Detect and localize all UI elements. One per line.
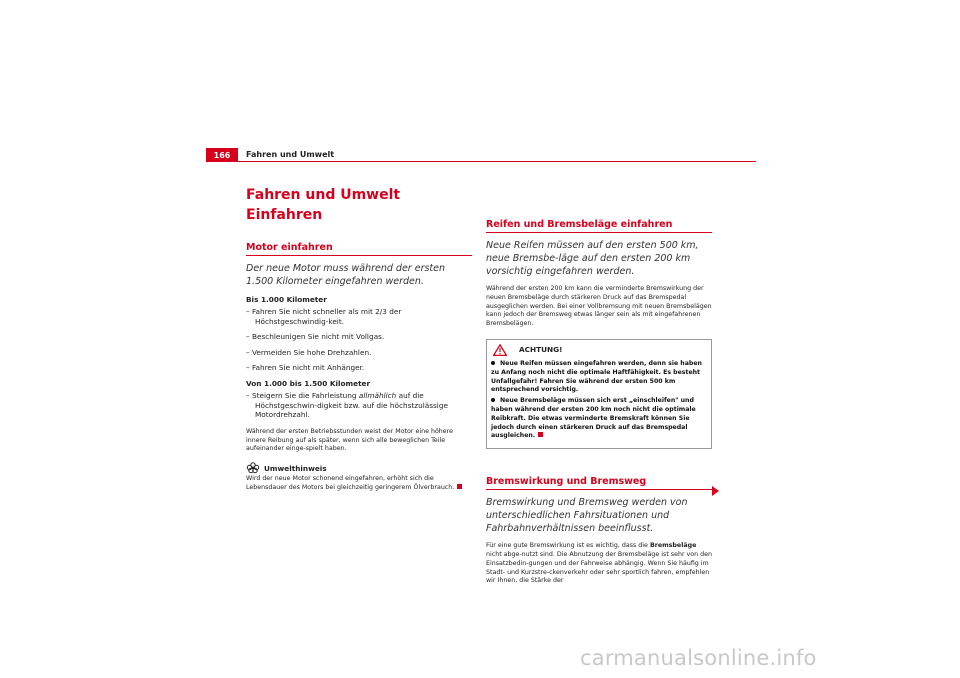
warning-box [486,339,712,449]
subheading-bremswirkung: Bremswirkung und Bremsweg [486,476,712,490]
warning-item-text: Neue Reifen müssen eingefahren werden, denn sie haben zu Anfang noch nicht die optimale Haftfähigkeit. Es besteht Unfallgefahr! Fahren Sie während der ersten 500 km entsprechend vorsichtig. [491,359,702,394]
section-title: Einfahren [246,207,323,223]
warning-header [491,344,707,356]
lead-text: Der neue Motor muss während der ersten 1.500 Kilometer eingefahren werden. [246,263,446,287]
body-paragraph: Während der ersten 200 km kann die verminderte Bremswirkung der neuen Bremsbeläge durch stärkeren Druck auf das Bremspedal ausgeglichen werden. Bei einer Vollbremsung mit neuen Bremsbelägen kann jedoch der Bremsweg etwas länger sein als mit eingefahrenen Bremsbelägen. [486,285,712,328]
warning-item [491,397,707,441]
list-item [246,391,472,420]
bullet-icon [491,398,495,402]
section-end-mark [457,484,462,489]
watermark: carmanualsonline.info [580,646,817,670]
warning-title: ACHTUNG! [519,345,563,355]
environment-note-header [246,462,472,474]
environment-note-text [246,475,472,493]
warning-item [491,360,707,395]
right-column [486,219,712,594]
emphasis-text: allmählich [358,390,397,400]
paragraph-text: Für eine gute Bremswirkung ist es wichtig, dass die [486,542,650,550]
body-paragraph [486,542,712,586]
section-bremswirkung [486,476,712,586]
subheading-reifen-bremsbelaege: Reifen und Bremsbeläge einfahren [486,219,712,233]
environment-note-label: Umwelthinweis [264,463,327,473]
lead-text: Neue Reifen müssen auf den ersten 500 km, neue Bremsbe-läge auf den ersten 200 km vorsichtig eingefahren werden. [486,240,699,277]
block-head-1000-1500: Von 1.000 bis 1.500 Kilometer [246,378,371,388]
header-rule [206,161,756,162]
left-column [246,242,472,501]
list-item-text: auf die Höchstgeschwin-digkeit bzw. auf die höchstzulässige Motordrehzahl. [255,390,448,420]
list-item-text: – Steigern Sie die Fahrleistung [246,390,359,400]
list-item: – Fahren Sie nicht mit Anhänger. [246,363,365,373]
flower-icon [246,462,260,474]
body-paragraph: Während der ersten Betriebsstunden weist der Motor eine höhere innere Reibung auf als später, wenn sich alle beweglichen Teile aufeinander einge-spielt haben. [246,427,453,453]
block-head-bis-1000: Bis 1.000 Kilometer [246,295,327,304]
lead-text: Bremswirkung und Bremsweg werden von unterschiedlichen Fahrsituationen und Fahrbahnverhältnissen beeinflusst. [486,497,688,535]
list-item: – Beschleunigen Sie nicht mit Vollgas. [246,332,385,342]
section-end-mark [538,432,543,437]
continue-arrow-icon [712,486,719,496]
list-item: – Fahren Sie nicht schneller als mit 2/3 der Höchstgeschwindig-keit. [246,307,402,326]
subheading-motor-einfahren: Motor einfahren [246,242,472,256]
warning-item-text: Neue Bremsbeläge müssen sich erst „einschleifen" und haben während der ersten 200 km noch nicht die optimale Reibkraft. Die etwas verminderte Bremskraft können Sie jedoch durch einen stärkeren Druck auf das Bremspedal ausgleichen. [491,397,696,440]
list-item: – Vermeiden Sie hohe Drehzahlen. [246,347,372,357]
bold-term: Bremsbeläge [649,542,697,550]
page-number: 166 [206,148,238,162]
running-header-title: Fahren und Umwelt [246,150,335,159]
paragraph-text: nicht abge-nutzt sind. Die Abnutzung der Bremsbeläge ist sehr von den Einsatzbedin-gungen und der Fahrweise abhängig. Wenn Sie häufig im Stadt- und Kurzstre-ckenverkehr oder sehr sportlich fahren, empfehlen wir Ihnen, die Stärke der [486,550,712,585]
chapter-title: Fahren und Umwelt [246,187,401,203]
warning-triangle-icon [493,344,507,356]
bullet-icon [491,361,495,365]
environment-note-body: Wird der neue Motor schonend eingefahren, erhöht sich die Lebensdauer des Motors bei gleichzeitig geringerem Ölverbrauch. [246,475,455,491]
